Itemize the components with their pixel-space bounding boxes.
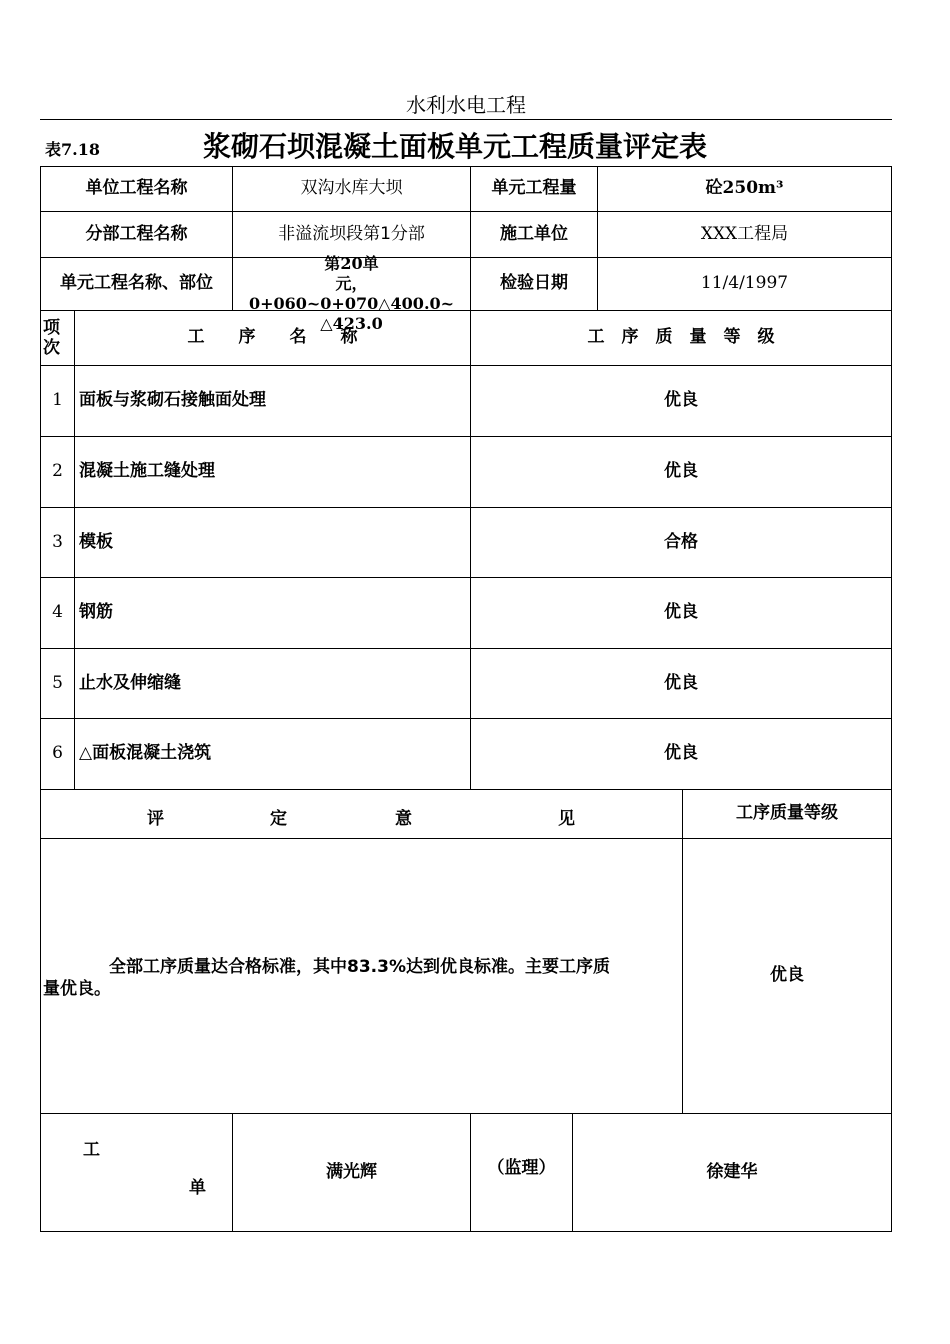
element-value — [233, 254, 470, 333]
process-name: 混凝土施工缝处理 — [79, 461, 215, 482]
opinion-line1: 全部工序质量达合格标准，其中83.3%达到优良标准。主要工序质 — [109, 957, 610, 977]
process-grade: 优良 — [664, 743, 698, 764]
element-value-line2: 元，0+060~0+070△400.0~ — [248, 274, 455, 313]
opinion-line2: 量优良。 — [43, 979, 111, 999]
process-no: 1 — [52, 390, 63, 411]
process-no: 3 — [52, 531, 63, 552]
process-no: 5 — [52, 672, 63, 693]
element-label: 单元工程名称、部位 — [60, 273, 213, 294]
evaluation-header-char: 意 — [395, 809, 412, 829]
process-name: 面板与浆砌石接触面处理 — [79, 390, 266, 411]
evaluation-grade: 优良 — [770, 965, 804, 986]
signoff-label-b: （监理） — [487, 1158, 556, 1178]
unit-project-label: 单位工程名称 — [85, 178, 188, 199]
signoff-name-a: 满光辉 — [326, 1161, 377, 1182]
page-title: 浆砌石坝混凝土面板单元工程质量评定表 — [202, 130, 707, 163]
process-grade: 合格 — [664, 531, 698, 552]
signoff-label-a1: 工 — [83, 1140, 100, 1160]
process-name: 钢筋 — [79, 602, 113, 623]
process-name: 止水及伸缩缝 — [79, 672, 181, 693]
grade-header: 工序质量等级 — [736, 803, 838, 824]
element-value-line3: △423.0 — [320, 314, 383, 333]
quantity-label: 单元工程量 — [491, 178, 577, 199]
date-label: 检验日期 — [500, 273, 568, 294]
contractor-label: 施工单位 — [500, 223, 568, 244]
element-value-line1: 第20单 — [324, 254, 379, 273]
process-grade: 优良 — [664, 461, 698, 482]
unit-project-value: 双沟水库大坝 — [300, 178, 403, 199]
header-rule — [40, 119, 892, 120]
signoff-name-b: 徐建华 — [706, 1161, 758, 1182]
process-grade-header: 工 序 质 量 等 级 — [587, 327, 775, 348]
process-grade: 优良 — [664, 602, 698, 623]
quantity-value: 砼250m³ — [705, 178, 784, 199]
contractor-value: XXX工程局 — [700, 223, 789, 244]
evaluation-opinion — [43, 956, 679, 1000]
process-name-header: 工 序 名 称 — [187, 327, 358, 348]
process-grade: 优良 — [664, 672, 698, 693]
process-name: 模板 — [79, 531, 113, 552]
process-name: △面板混凝土浇筑 — [79, 743, 212, 764]
no-header: 项次 — [43, 318, 60, 358]
process-grade: 优良 — [664, 390, 698, 411]
sub-project-label: 分部工程名称 — [85, 223, 188, 244]
evaluation-header-char: 定 — [270, 809, 287, 829]
table-number: 表7.18 — [45, 140, 100, 159]
sub-project-value: 非溢流坝段第1分部 — [278, 223, 425, 244]
signoff-label-a2: 单 — [189, 1178, 206, 1198]
process-no: 2 — [52, 461, 63, 482]
date-value: 11/4/1997 — [700, 273, 789, 294]
evaluation-header-char: 评 — [147, 809, 164, 829]
process-no: 4 — [52, 602, 63, 623]
process-no: 6 — [52, 743, 63, 764]
evaluation-header — [41, 790, 682, 838]
evaluation-header-char: 见 — [558, 809, 575, 829]
org-name: 水利水电工程 — [406, 93, 526, 117]
